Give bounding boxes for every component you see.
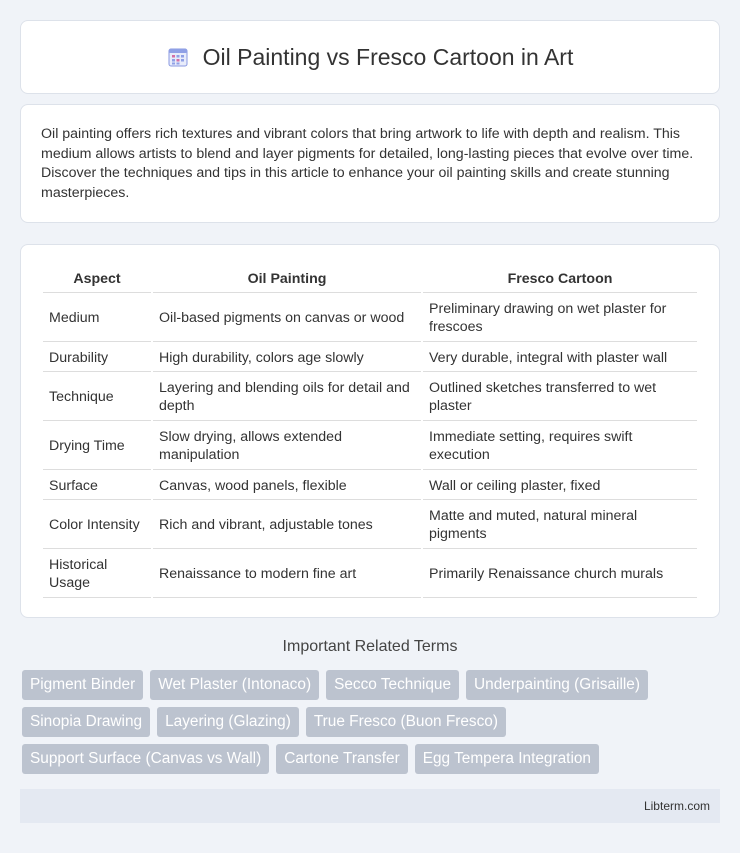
- tag-pigment-binder[interactable]: Pigment Binder: [22, 670, 143, 700]
- intro-text: Oil painting offers rich textures and vibrant colors that bring artwork to life with depth and realism. This medium allows artists to blend and layer pigments for detailed, long-lasting pieces that evolve over time. Discover the techniques and tips in this article to enhance your oil painting skills and create stunning masterpieces.: [41, 126, 694, 201]
- table-cell: Oil-based pigments on canvas or wood: [153, 295, 421, 342]
- table-cell: Primarily Renaissance church murals: [423, 551, 697, 598]
- header-aspect: Aspect: [43, 265, 151, 293]
- header-oil-painting: Oil Painting: [153, 265, 421, 293]
- comparison-table: [41, 263, 699, 600]
- table-cell: Immediate setting, requires swift execution: [423, 423, 697, 470]
- header-fresco-cartoon: Fresco Cartoon: [423, 265, 697, 293]
- table-row: [43, 472, 697, 500]
- header-card: [20, 20, 720, 94]
- table-cell: Canvas, wood panels, flexible: [153, 472, 421, 500]
- table-cell: Color Intensity: [43, 502, 151, 549]
- table-cell: Surface: [43, 472, 151, 500]
- table-cell: Technique: [43, 374, 151, 421]
- related-terms-tags: [20, 670, 720, 774]
- tag-layering-glazing[interactable]: Layering (Glazing): [157, 707, 299, 737]
- table-row: [43, 295, 697, 342]
- tag-egg-tempera[interactable]: Egg Tempera Integration: [415, 744, 599, 774]
- table-row: [43, 423, 697, 470]
- table-cell: Wall or ceiling plaster, fixed: [423, 472, 697, 500]
- calendar-grid-icon: [167, 46, 189, 68]
- tag-secco-technique[interactable]: Secco Technique: [326, 670, 459, 700]
- table-cell: Layering and blending oils for detail and depth: [153, 374, 421, 421]
- table-cell: Medium: [43, 295, 151, 342]
- page-title: Oil Painting vs Fresco Cartoon in Art: [202, 43, 574, 70]
- table-cell: Preliminary drawing on wet plaster for frescoes: [423, 295, 697, 342]
- table-cell: High durability, colors age slowly: [153, 344, 421, 372]
- comparison-table-card: [20, 244, 720, 618]
- tag-support-surface[interactable]: Support Surface (Canvas vs Wall): [22, 744, 269, 774]
- table-cell: Very durable, integral with plaster wall: [423, 344, 697, 372]
- table-cell: Renaissance to modern fine art: [153, 551, 421, 598]
- table-row: [43, 374, 697, 421]
- footer: [20, 789, 720, 823]
- related-terms-section: [20, 638, 720, 774]
- related-terms-title: Important Related Terms: [282, 638, 458, 655]
- table-header-row: [43, 265, 697, 293]
- table-cell: Drying Time: [43, 423, 151, 470]
- tag-sinopia-drawing[interactable]: Sinopia Drawing: [22, 707, 150, 737]
- table-cell: Slow drying, allows extended manipulation: [153, 423, 421, 470]
- intro-card: [20, 104, 720, 223]
- footer-site-link[interactable]: Libterm.com: [643, 799, 710, 813]
- table-cell: Matte and muted, natural mineral pigments: [423, 502, 697, 549]
- table-cell: Historical Usage: [43, 551, 151, 598]
- table-cell: Rich and vibrant, adjustable tones: [153, 502, 421, 549]
- tag-cartone-transfer[interactable]: Cartone Transfer: [276, 744, 407, 774]
- table-row: [43, 502, 697, 549]
- table-row: [43, 344, 697, 372]
- table-cell: Durability: [43, 344, 151, 372]
- table-row: [43, 551, 697, 598]
- tag-wet-plaster[interactable]: Wet Plaster (Intonaco): [150, 670, 319, 700]
- tag-underpainting[interactable]: Underpainting (Grisaille): [466, 670, 648, 700]
- tag-true-fresco[interactable]: True Fresco (Buon Fresco): [306, 707, 506, 737]
- table-cell: Outlined sketches transferred to wet plaster: [423, 374, 697, 421]
